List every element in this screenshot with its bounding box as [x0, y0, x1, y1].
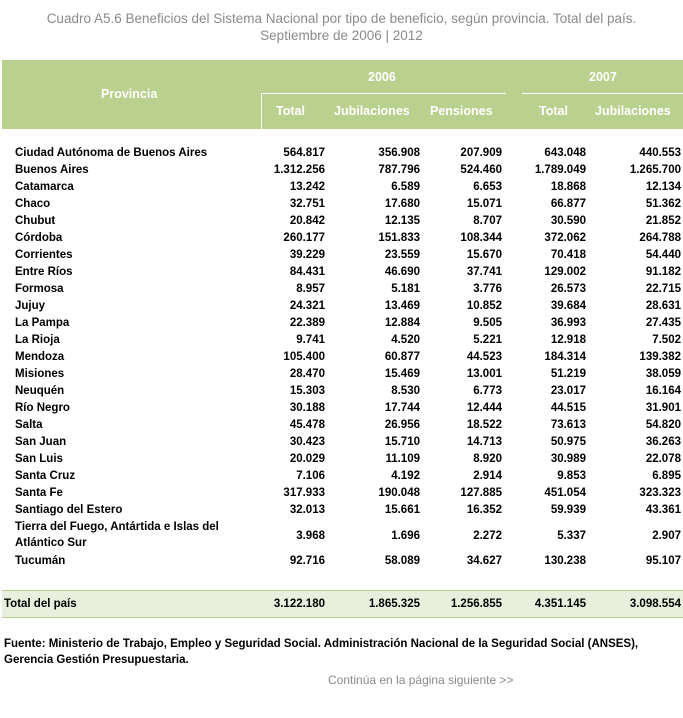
province-name: Neuquén	[15, 385, 65, 397]
table-cell: 3.776	[473, 283, 502, 295]
table-cell: 73.613	[550, 419, 586, 431]
total-value: 1.865.325	[368, 598, 420, 610]
table-cell: 6.773	[473, 385, 502, 397]
table-cell: 643.048	[544, 147, 586, 159]
header-col-total-2007: Total	[539, 104, 568, 118]
table-row	[2, 504, 683, 521]
table-cell: 9.853	[557, 470, 586, 482]
table-cell: 8.530	[391, 385, 420, 397]
table-cell: 84.431	[289, 266, 325, 278]
table-cell: 15.670	[466, 249, 502, 261]
table-cell: 12.884	[384, 317, 420, 329]
table-cell: 787.796	[378, 164, 420, 176]
table-header	[2, 60, 683, 129]
table-cell: 13.242	[289, 181, 325, 193]
table-cell: 356.908	[378, 147, 420, 159]
table-cell: 15.469	[384, 368, 420, 380]
table-row	[2, 249, 683, 266]
province-name: San Juan	[15, 436, 67, 448]
table-cell: 5.181	[391, 283, 420, 295]
table-row	[2, 232, 683, 249]
table-cell: 13.001	[466, 368, 502, 380]
table-row	[2, 402, 683, 419]
table-cell: 23.017	[550, 385, 586, 397]
table-cell: 6.589	[391, 181, 420, 193]
table-row	[2, 368, 683, 385]
table-cell: 1.789.049	[534, 164, 586, 176]
table-cell: 323.323	[639, 487, 681, 499]
table-cell: 264.788	[639, 232, 681, 244]
total-label: Total del país	[4, 598, 77, 610]
table-cell: 2.272	[473, 530, 502, 542]
title-line-2: Septiembre de 2006 | 2012	[260, 28, 423, 43]
table-cell: 91.182	[645, 266, 681, 278]
table-cell: 27.435	[645, 317, 681, 329]
table-row	[2, 300, 683, 317]
table-row	[2, 487, 683, 504]
table-row	[2, 317, 683, 334]
table-cell: 18.868	[550, 181, 586, 193]
title-line-1: Cuadro A5.6 Beneficios del Sistema Nacional por tipo de beneficio, según provincia. Total del país.	[46, 11, 637, 26]
province-name: Catamarca	[15, 181, 74, 193]
table-row	[2, 147, 683, 164]
table-cell: 440.553	[639, 147, 681, 159]
province-name: Mendoza	[15, 351, 65, 363]
table-cell: 6.653	[473, 181, 502, 193]
table-row	[2, 198, 683, 215]
table-cell: 9.741	[296, 334, 325, 346]
table-cell: 45.478	[289, 419, 325, 431]
table-cell: 9.505	[473, 317, 502, 329]
province-name: Río Negro	[15, 402, 70, 414]
table-row	[2, 521, 683, 555]
table-cell: 207.909	[460, 147, 502, 159]
table-cell: 12.134	[645, 181, 681, 193]
table-row	[2, 266, 683, 283]
table-cell: 30.188	[289, 402, 325, 414]
table-cell: 95.107	[645, 555, 681, 567]
table-cell: 130.238	[544, 555, 586, 567]
table-cell: 70.418	[550, 249, 586, 261]
province-name: Santiago del Estero	[15, 504, 123, 516]
province-name: Tucumán	[15, 555, 66, 567]
table-cell: 28.631	[645, 300, 681, 312]
table-cell: 54.440	[645, 249, 681, 261]
table-cell: 13.469	[384, 300, 420, 312]
header-year-2006: 2006	[368, 70, 396, 84]
table-cell: 4.520	[391, 334, 420, 346]
header-col-total-2006: Total	[276, 104, 305, 118]
total-value: 1.256.855	[450, 598, 502, 610]
province-name: Corrientes	[15, 249, 73, 261]
province-name: Formosa	[15, 283, 64, 295]
table-row	[2, 164, 683, 181]
table-cell: 51.219	[550, 368, 586, 380]
table-row	[2, 385, 683, 402]
table-cell: 22.389	[289, 317, 325, 329]
province-name: Tierra del Fuego, Antártida e Islas del	[15, 521, 219, 533]
source-note: Fuente: Ministerio de Trabajo, Empleo y Seguridad Social. Administración Nacional de la Seguridad Social (ANSES), Gerencia Gestión Presupuestaria.	[4, 638, 639, 666]
province-name: La Rioja	[15, 334, 60, 346]
table-cell: 23.559	[384, 249, 420, 261]
table-cell: 30.423	[289, 436, 325, 448]
continue-link[interactable]: Continúa en la página siguiente >>	[328, 673, 514, 687]
table-cell: 44.523	[466, 351, 502, 363]
table-cell: 21.852	[645, 215, 681, 227]
table-cell: 16.352	[466, 504, 502, 516]
header-provincia: Provincia	[101, 87, 158, 101]
table-cell: 127.885	[460, 487, 502, 499]
table-cell: 20.842	[289, 215, 325, 227]
table-cell: 30.590	[550, 215, 586, 227]
total-value: 3.098.554	[629, 598, 681, 610]
table-cell: 60.877	[384, 351, 420, 363]
table-cell: 451.054	[544, 487, 586, 499]
province-name: Salta	[15, 419, 43, 431]
table-cell: 108.344	[460, 232, 502, 244]
table-row	[2, 453, 683, 470]
table-cell: 32.751	[289, 198, 325, 210]
table-cell: 54.820	[645, 419, 681, 431]
total-row	[2, 590, 683, 618]
table-cell: 12.918	[550, 334, 586, 346]
total-value: 3.122.180	[273, 598, 325, 610]
table-cell: 38.059	[645, 368, 681, 380]
table-cell: 31.901	[645, 402, 681, 414]
province-name: Entre Ríos	[15, 266, 73, 278]
province-name: Misiones	[15, 368, 65, 380]
table-cell: 5.337	[557, 530, 586, 542]
table-cell: 129.002	[544, 266, 586, 278]
table-cell: 17.744	[384, 402, 420, 414]
table-cell: 524.460	[460, 164, 502, 176]
table-cell: 12.444	[466, 402, 502, 414]
table-row	[2, 419, 683, 436]
table-cell: 190.048	[378, 487, 420, 499]
table-cell: 8.957	[296, 283, 325, 295]
table-cell: 1.265.700	[629, 164, 681, 176]
table-cell: 15.710	[384, 436, 420, 448]
province-name: Jujuy	[15, 300, 46, 312]
province-name: Chaco	[15, 198, 51, 210]
table-cell: 92.716	[289, 555, 325, 567]
table-cell: 184.314	[544, 351, 586, 363]
table-row	[2, 470, 683, 487]
table-cell: 46.690	[384, 266, 420, 278]
province-name: Chubut	[15, 215, 56, 227]
table-cell: 37.741	[466, 266, 502, 278]
table-cell: 8.920	[473, 453, 502, 465]
table-cell: 5.221	[473, 334, 502, 346]
table-cell: 6.895	[652, 470, 681, 482]
table-cell: 2.914	[473, 470, 502, 482]
table-row	[2, 181, 683, 198]
table-cell: 22.715	[645, 283, 681, 295]
province-name: Buenos Aires	[15, 164, 89, 176]
table-cell: 7.106	[296, 470, 325, 482]
table-cell: 151.833	[378, 232, 420, 244]
table-cell: 15.071	[466, 198, 502, 210]
table-cell: 26.956	[384, 419, 420, 431]
table-cell: 1.312.256	[273, 164, 325, 176]
table-cell: 66.877	[550, 198, 586, 210]
province-name: Córdoba	[15, 232, 63, 244]
table-cell: 22.078	[645, 453, 681, 465]
table-row	[2, 436, 683, 453]
table-cell: 15.303	[289, 385, 325, 397]
province-name-continued: Atlántico Sur	[15, 537, 87, 549]
table-cell: 8.707	[473, 215, 502, 227]
table-cell: 564.817	[283, 147, 325, 159]
table-cell: 34.627	[466, 555, 502, 567]
table-cell: 14.713	[466, 436, 502, 448]
table-row	[2, 215, 683, 232]
header-vdivider	[261, 93, 262, 129]
table-cell: 317.933	[283, 487, 325, 499]
table-cell: 59.939	[550, 504, 586, 516]
province-name: Santa Fe	[15, 487, 63, 499]
header-divider-2007	[522, 93, 683, 94]
table-cell: 139.382	[639, 351, 681, 363]
table-cell: 2.907	[652, 530, 681, 542]
province-name: San Luis	[15, 453, 63, 465]
table-row	[2, 283, 683, 300]
table-cell: 11.109	[385, 453, 420, 465]
table-cell: 24.321	[289, 300, 325, 312]
province-name: Santa Cruz	[15, 470, 76, 482]
table-cell: 39.229	[289, 249, 325, 261]
table-row	[2, 334, 683, 351]
table-cell: 372.062	[544, 232, 586, 244]
header-col-jubilaciones-2006: Jubilaciones	[334, 104, 410, 118]
table-cell: 260.177	[283, 232, 325, 244]
table-cell: 51.362	[645, 198, 681, 210]
table-cell: 58.089	[384, 555, 420, 567]
table-cell: 105.400	[283, 351, 325, 363]
table-cell: 7.502	[652, 334, 681, 346]
table-cell: 16.164	[645, 385, 681, 397]
table-cell: 36.263	[645, 436, 681, 448]
table-cell: 26.573	[550, 283, 586, 295]
province-name: La Pampa	[15, 317, 70, 329]
table-row	[2, 351, 683, 368]
table-cell: 10.852	[466, 300, 502, 312]
table-cell: 3.968	[296, 530, 325, 542]
table-cell: 50.975	[550, 436, 586, 448]
table-cell: 39.684	[550, 300, 586, 312]
table-cell: 1.696	[391, 530, 420, 542]
header-col-jubilaciones-2007: Jubilaciones	[595, 104, 671, 118]
table-cell: 30.989	[550, 453, 586, 465]
table-cell: 18.522	[466, 419, 502, 431]
header-year-2007: 2007	[589, 70, 617, 84]
table-cell: 28.470	[289, 368, 325, 380]
table-cell: 15.661	[384, 504, 420, 516]
header-divider-2006	[261, 93, 506, 94]
table-row	[2, 555, 683, 572]
total-value: 4.351.145	[534, 598, 586, 610]
table-cell: 44.515	[550, 402, 586, 414]
table-cell: 36.993	[550, 317, 586, 329]
table-cell: 17.680	[384, 198, 420, 210]
header-col-pensiones-2006: Pensiones	[430, 104, 493, 118]
table-cell: 43.361	[645, 504, 681, 516]
table-cell: 20.029	[289, 453, 325, 465]
table-cell: 12.135	[384, 215, 420, 227]
province-name: Ciudad Autónoma de Buenos Aires	[15, 147, 208, 159]
table-cell: 4.192	[391, 470, 420, 482]
table-cell: 32.013	[289, 504, 325, 516]
table-title	[0, 10, 683, 44]
